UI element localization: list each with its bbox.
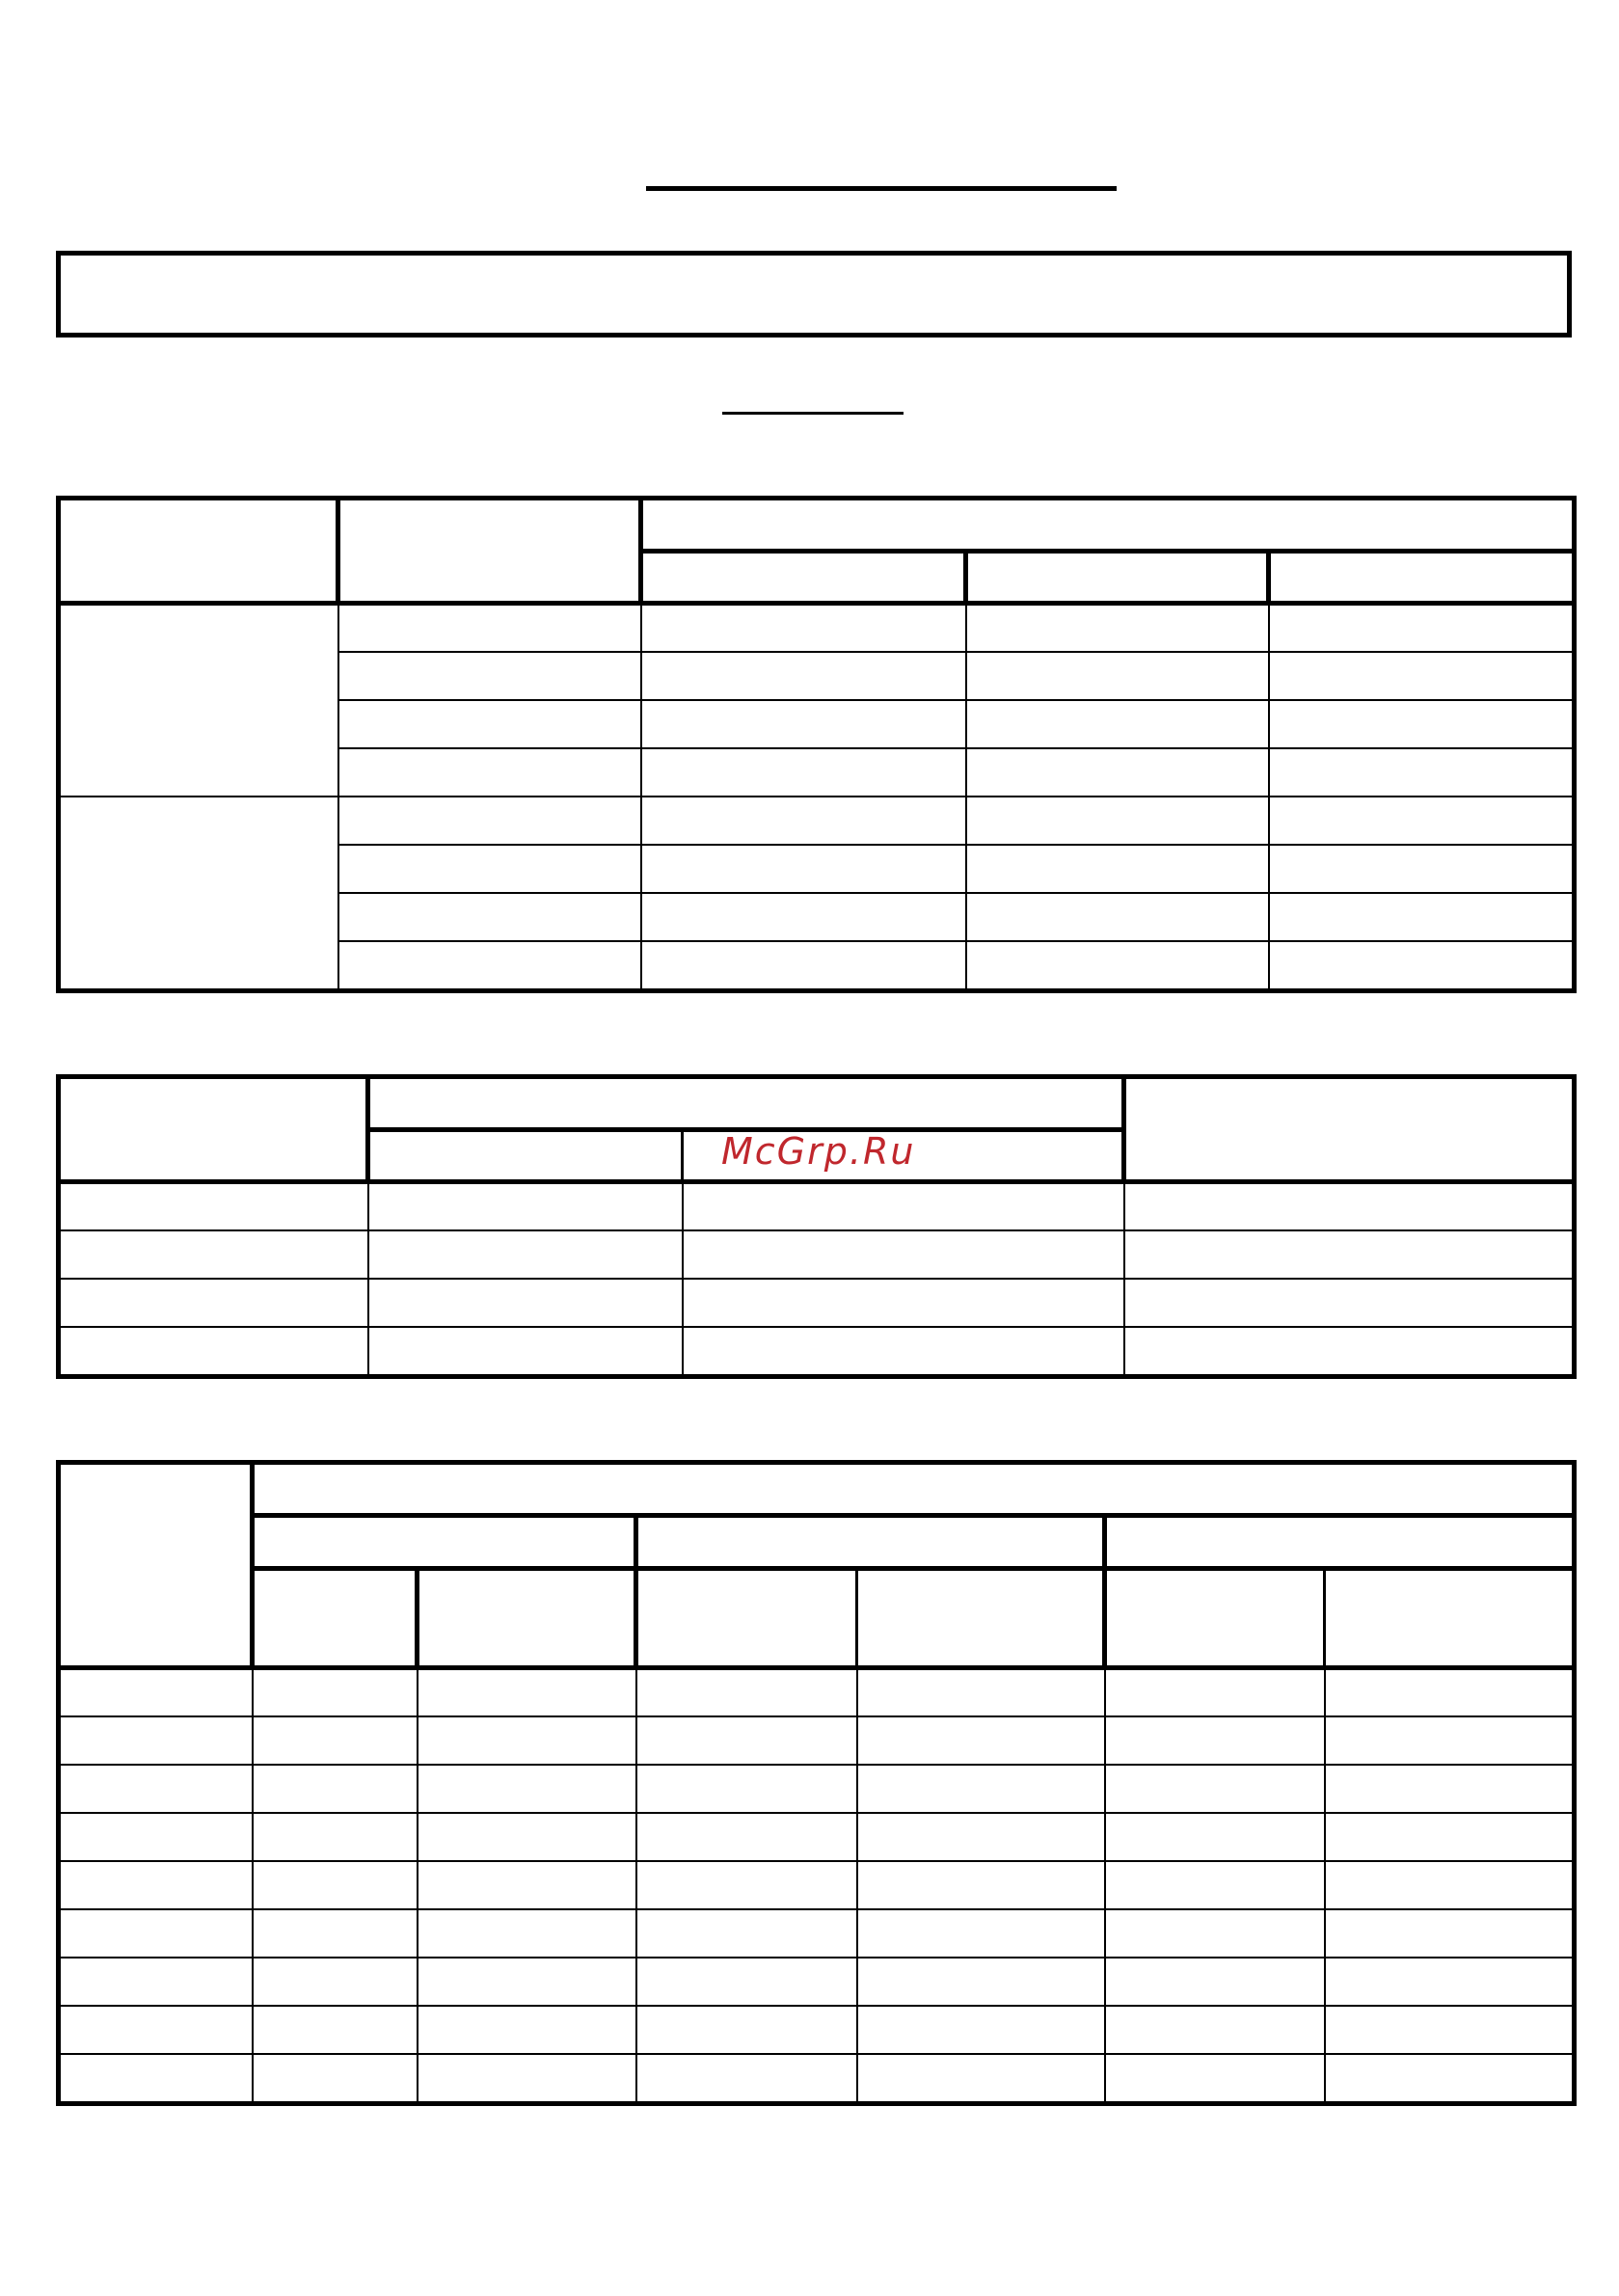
t3-cell [1325, 2006, 1575, 2054]
t1-cell [1269, 797, 1575, 845]
t2-cell [1124, 1279, 1575, 1327]
t3-cell [253, 1765, 418, 1813]
t3-header-group [253, 1463, 1575, 1516]
t3-cell [636, 1909, 857, 1958]
t2-header-group [368, 1077, 1124, 1130]
t3-cell [1325, 2054, 1575, 2104]
t3-cell [636, 1716, 857, 1765]
t2-cell [1124, 1230, 1575, 1279]
t3-cell [857, 1813, 1105, 1861]
t3-cell [1105, 1813, 1325, 1861]
t3-cell [418, 1958, 636, 2006]
t3-cell [636, 2054, 857, 2104]
t3-cell [857, 1668, 1105, 1716]
t3-cell [1105, 2006, 1325, 2054]
t2-cell [368, 1279, 683, 1327]
t3-subheader [857, 1569, 1105, 1668]
t1-cell [641, 604, 966, 652]
t3-cell [253, 1716, 418, 1765]
t2-cell [1124, 1182, 1575, 1230]
t3-cell [418, 2054, 636, 2104]
t3-cell [59, 2054, 253, 2104]
t1-cell [966, 604, 1269, 652]
t1-cell [338, 845, 641, 893]
t1-cell [641, 845, 966, 893]
t1-cell [1269, 845, 1575, 893]
t1-cell [1269, 700, 1575, 748]
t1-cell [338, 700, 641, 748]
t3-cell [636, 1958, 857, 2006]
t3-cell [636, 2006, 857, 2054]
t1-header-col1 [59, 499, 338, 604]
t3-cell [253, 1958, 418, 2006]
t2-cell [1124, 1327, 1575, 1377]
t3-cell [418, 1813, 636, 1861]
t3-subheader [253, 1569, 418, 1668]
t3-cell [418, 2006, 636, 2054]
t1-cell [966, 700, 1269, 748]
t3-cell [1325, 1958, 1575, 2006]
t3-cell [59, 1861, 253, 1909]
t3-cell [253, 2054, 418, 2104]
t1-subheader-2 [966, 552, 1269, 604]
t3-cell [1105, 1861, 1325, 1909]
t2-cell [683, 1327, 1124, 1377]
t3-cell [1325, 1909, 1575, 1958]
t1-subheader-1 [641, 552, 966, 604]
t2-cell [683, 1182, 1124, 1230]
t3-cell [418, 1668, 636, 1716]
t1-cell [1269, 652, 1575, 700]
t1-cell [641, 652, 966, 700]
table-2 [56, 1074, 1577, 1379]
t1-cell [966, 941, 1269, 991]
t3-cell [857, 1909, 1105, 1958]
t1-cell [966, 748, 1269, 797]
t3-cell [253, 1668, 418, 1716]
t1-cell [641, 700, 966, 748]
t3-cell [857, 1716, 1105, 1765]
t3-cell [253, 1861, 418, 1909]
t2-header-col1 [59, 1077, 368, 1182]
t3-cell [857, 1861, 1105, 1909]
t3-cell [418, 1765, 636, 1813]
t3-cell [418, 1909, 636, 1958]
t3-cell [1105, 1765, 1325, 1813]
t1-cell [1269, 893, 1575, 941]
title-underline [646, 186, 1117, 191]
t3-cell [636, 1668, 857, 1716]
t3-cell [857, 1958, 1105, 2006]
t1-cell [338, 893, 641, 941]
t3-cell [59, 1765, 253, 1813]
t3-cell [1325, 1765, 1575, 1813]
t3-subheader [636, 1569, 857, 1668]
t3-cell [253, 1813, 418, 1861]
t3-subheader [418, 1569, 636, 1668]
t3-subgroup-1 [253, 1516, 636, 1569]
t3-cell [59, 1909, 253, 1958]
t3-cell [1105, 1716, 1325, 1765]
t1-group-label [59, 797, 338, 991]
t2-cell [59, 1182, 368, 1230]
t3-cell [418, 1716, 636, 1765]
t1-cell [641, 893, 966, 941]
t1-cell [641, 941, 966, 991]
t1-cell [966, 652, 1269, 700]
t1-cell [966, 845, 1269, 893]
t3-header-col1 [59, 1463, 253, 1668]
t3-cell [59, 1716, 253, 1765]
t3-subgroup-2 [636, 1516, 1105, 1569]
t1-cell [1269, 748, 1575, 797]
t1-header-group [641, 499, 1575, 552]
t1-subheader-3 [1269, 552, 1575, 604]
t2-cell [59, 1279, 368, 1327]
t1-cell [1269, 941, 1575, 991]
t3-cell [59, 1958, 253, 2006]
t3-cell [1325, 1668, 1575, 1716]
t1-cell [966, 797, 1269, 845]
t3-subgroup-3 [1105, 1516, 1575, 1569]
t1-cell [1269, 604, 1575, 652]
t3-cell [59, 1668, 253, 1716]
t2-cell [683, 1279, 1124, 1327]
t3-cell [1105, 1958, 1325, 2006]
t3-cell [636, 1861, 857, 1909]
t2-cell [59, 1230, 368, 1279]
t3-cell [253, 1909, 418, 1958]
t2-cell [368, 1327, 683, 1377]
t3-cell [636, 1813, 857, 1861]
t1-cell [966, 893, 1269, 941]
t2-cell [368, 1182, 683, 1230]
t1-group-label [59, 604, 338, 797]
t3-subheader [1105, 1569, 1325, 1668]
t2-cell [368, 1230, 683, 1279]
t1-cell [338, 797, 641, 845]
t1-cell [338, 604, 641, 652]
t3-cell [857, 2006, 1105, 2054]
table-1 [56, 496, 1577, 993]
t3-cell [59, 2006, 253, 2054]
t3-cell [1325, 1813, 1575, 1861]
header-box [56, 251, 1572, 338]
t2-cell [59, 1327, 368, 1377]
t1-cell [338, 652, 641, 700]
t3-cell [857, 1765, 1105, 1813]
t3-subheader [1325, 1569, 1575, 1668]
t3-cell [1105, 1909, 1325, 1958]
t3-cell [1105, 1668, 1325, 1716]
t1-cell [338, 941, 641, 991]
t3-cell [636, 1765, 857, 1813]
t3-cell [59, 1813, 253, 1861]
t3-cell [1325, 1716, 1575, 1765]
t2-subheader-1 [368, 1130, 683, 1182]
t3-cell [253, 2006, 418, 2054]
t1-header-col2 [338, 499, 641, 604]
watermark-text: McGrp.Ru [721, 1130, 916, 1173]
t3-cell [1325, 1861, 1575, 1909]
subtitle-underline [722, 412, 904, 415]
t1-cell [641, 748, 966, 797]
t3-cell [857, 2054, 1105, 2104]
t1-cell [641, 797, 966, 845]
t3-cell [1105, 2054, 1325, 2104]
t3-cell [418, 1861, 636, 1909]
t1-cell [338, 748, 641, 797]
t2-header-col4 [1124, 1077, 1575, 1182]
table-3 [56, 1460, 1577, 2106]
t2-cell [683, 1230, 1124, 1279]
